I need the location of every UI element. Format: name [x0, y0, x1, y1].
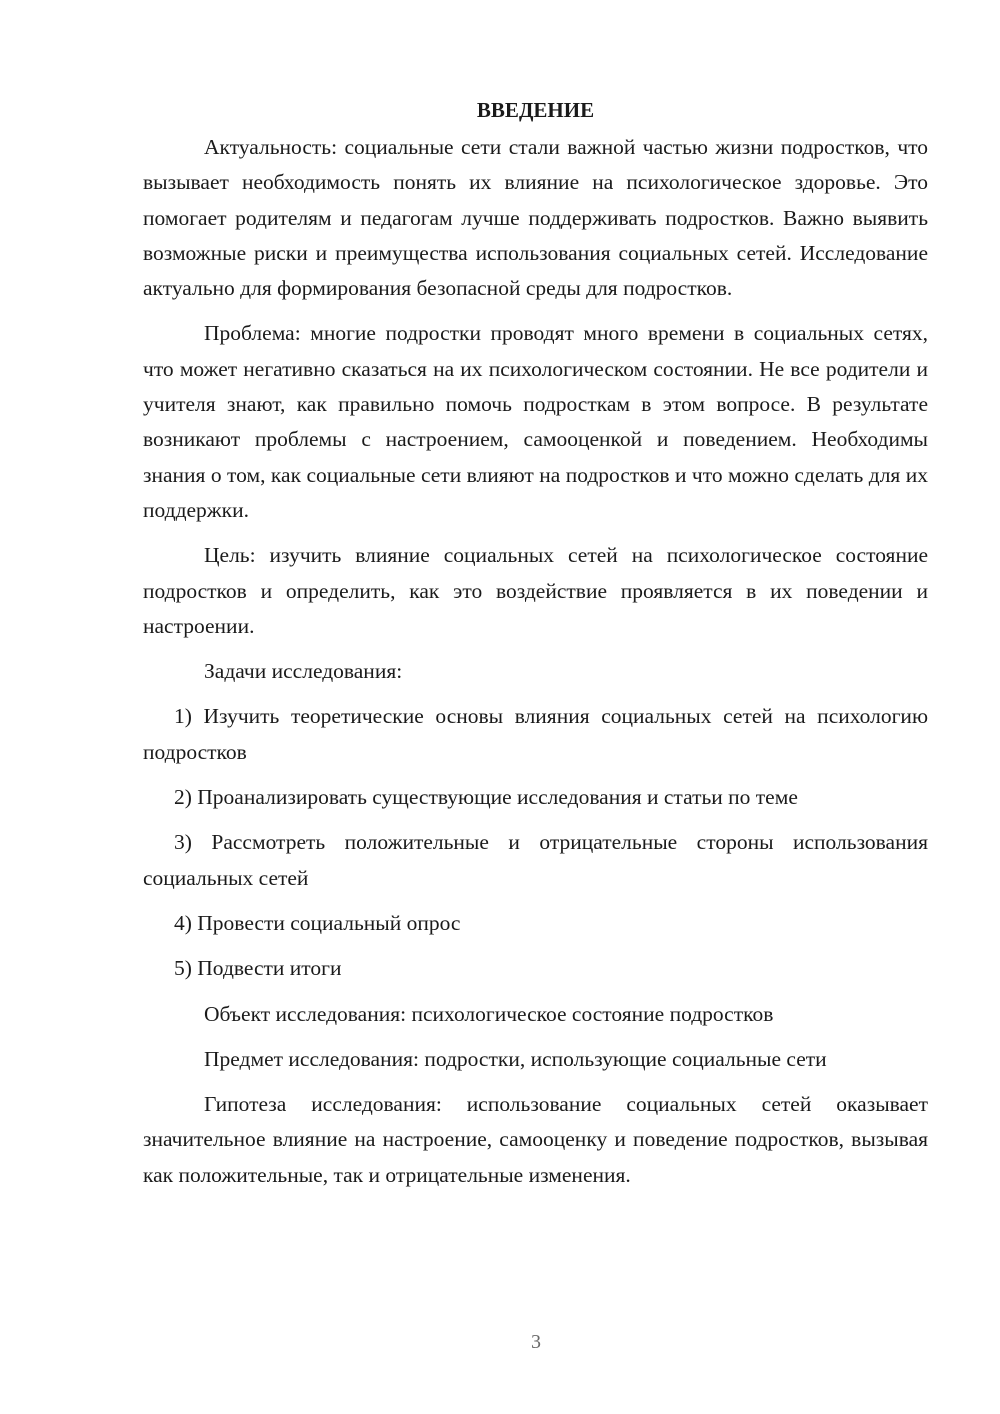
tasks-heading: Задачи исследования:	[204, 659, 403, 684]
task-item-4: 4) Провести социальный опрос	[174, 910, 461, 935]
relevance-paragraph: Актуальность: социальные сети стали важной частью жизни подростков, что вызывает необходимость понять их влияние на психологическое здоровье. Это помогает родителям и педагогам лучше поддерживать подростков. Важно выявить возможные риски и преимущества использования социальных сетей. Исследование актуально для формирования безопасной среды для подростков.	[143, 135, 928, 301]
hypothesis-paragraph: Гипотеза исследования: использование социальных сетей оказывает значительное влияние на настроение, самооценку и поведение подростков, вызывая как положительные, так и отрицательные изменения.	[143, 1092, 928, 1187]
page-number: 3	[531, 1331, 541, 1353]
task-item-1: 1) Изучить теоретические основы влияния социальных сетей на психологию подростков	[143, 704, 928, 764]
task-item-3: 3) Рассмотреть положительные и отрицательные стороны использования социальных сетей	[143, 830, 928, 890]
task-item-2: 2) Проанализировать существующие исследования и статьи по теме	[174, 785, 798, 810]
task-item-5: 5) Подвести итоги	[174, 956, 342, 981]
goal-paragraph: Цель: изучить влияние социальных сетей на психологическое состояние подростков и определить, как это воздействие проявляется в их поведении и настроении.	[143, 543, 928, 638]
page-title: ВВЕДЕНИЕ	[476, 98, 595, 122]
document-page	[143, 92, 928, 1193]
object-paragraph: Объект исследования: психологическое состояние подростков	[204, 1001, 774, 1026]
subject-paragraph: Предмет исследования: подростки, использующие социальные сети	[204, 1046, 827, 1071]
problem-paragraph: Проблема: многие подростки проводят много времени в социальных сетях, что может негативно сказаться на их психологическом состоянии. Не все родители и учителя знают, как правильно помочь подросткам в этом вопросе. В результате возникают проблемы с настроением, самооценкой и поведением. Необходимы знания о том, как социальные сети влияют на подростков и что можно сделать для их поддержки.	[143, 321, 928, 522]
